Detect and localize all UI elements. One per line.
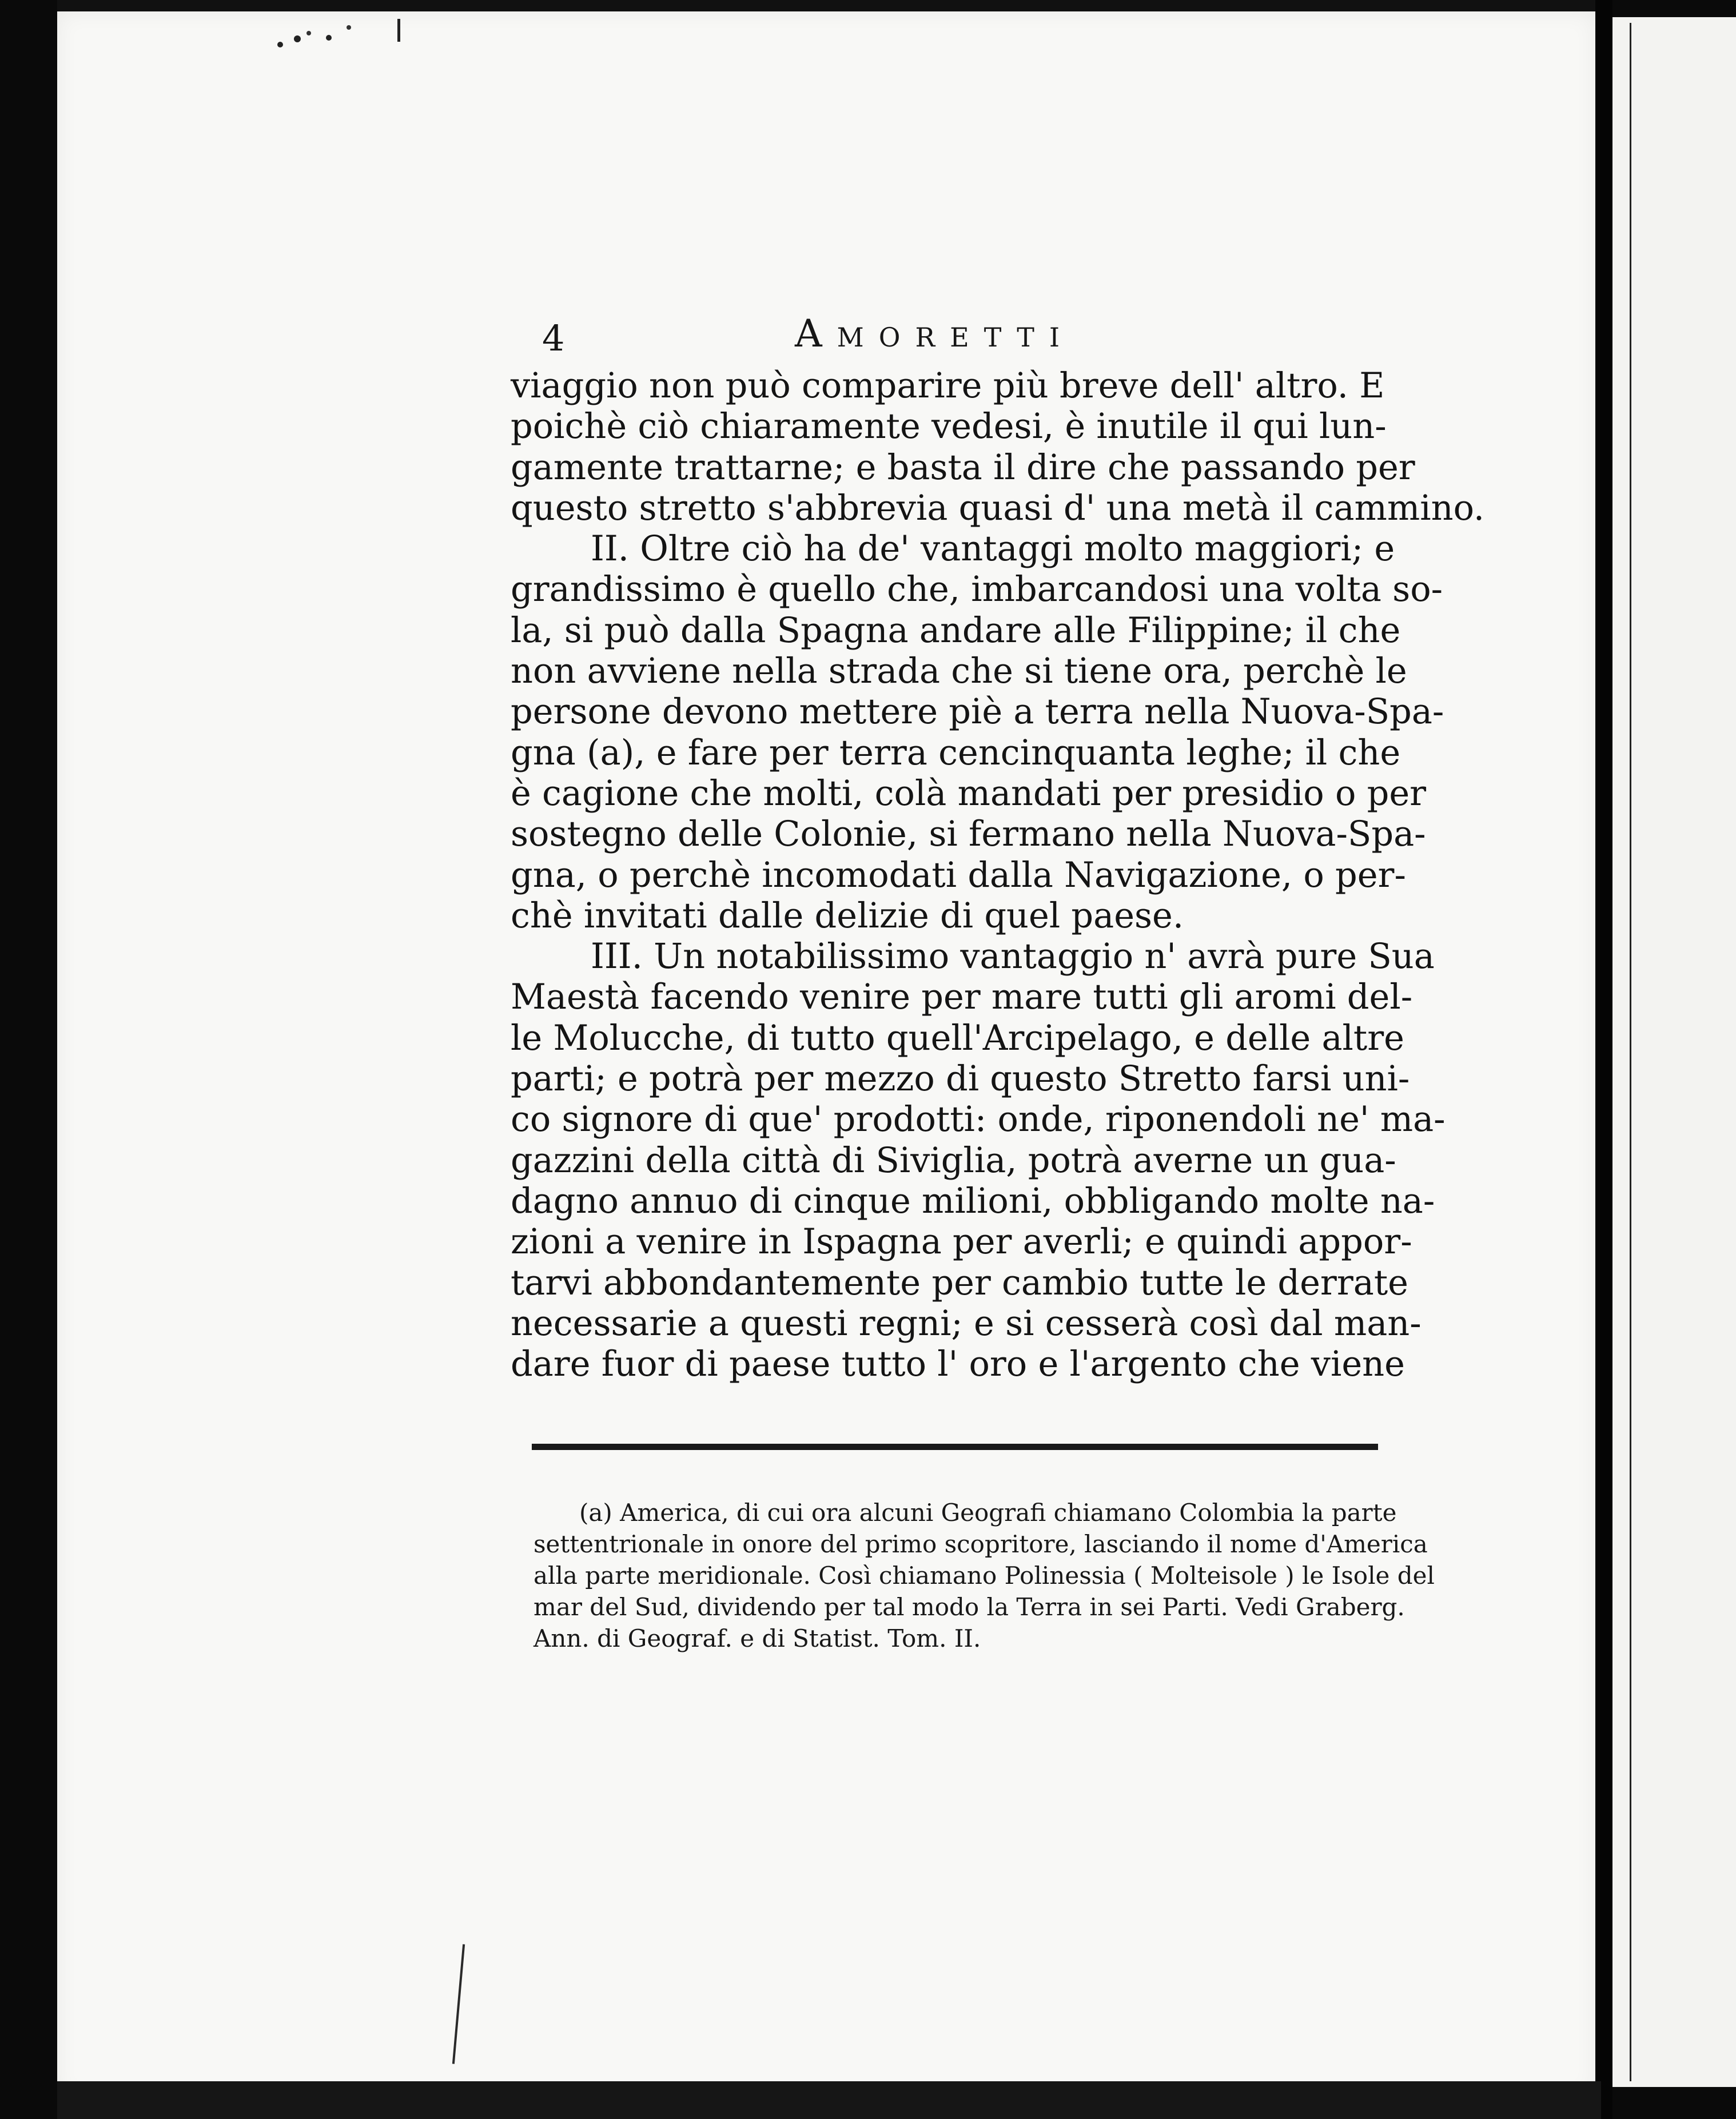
paper-specks [274,16,412,56]
text-line: poichè ciò chiaramente vedesi, è inutile il qui lun- [511,407,1387,447]
text-line: dare fuor di paese tutto l' oro e l'argento che viene [511,1344,1405,1385]
footnote-rule [532,1444,1378,1450]
footnote-line: (a) America, di cui ora alcuni Geografi chiamano Colombia la parte [579,1499,1397,1527]
text-line: co signore di que' prodotti: onde, riponendoli ne' ma- [511,1100,1446,1140]
text-line: gna, o perchè incomodati dalla Navigazione, o per- [511,855,1406,895]
footnote-line: mar del Sud, dividendo per tal modo la Terra in sei Parti. Vedi Graberg. [533,1593,1405,1621]
footnote [533,1497,1435,1654]
text-line: persone devono mettere piè a terra nella Nuova-Spa- [511,692,1444,732]
text-line: grandissimo è quello che, imbarcandosi una volta so- [511,569,1443,610]
text-line: zioni a venire in Ispagna per averli; e quindi appor- [511,1222,1412,1262]
text-line: le Molucche, di tutto quell'Arcipelago, e delle altre [511,1018,1404,1058]
text-line: tarvi abbondantemente per cambio tutte le derrate [511,1262,1408,1303]
text-line: questo stretto s'abbrevia quasi d' una metà il cammino. [511,488,1485,528]
footnote-line: alla parte meridionale. Così chiamano Polinessia ( Molteisole ) le Isole del [533,1562,1435,1590]
running-head [0,312,1736,357]
paragraph-start-iii: III. Un notabilissimo vantaggio n' avrà pure Sua [591,937,1435,977]
text-line: è cagione che molti, colà mandati per presidio o per [511,773,1427,814]
text-line: dagno annuo di cinque milioni, obbligando molte na- [511,1181,1435,1221]
text-line: gna (a), e fare per terra cencinquanta leghe; il che [511,732,1401,773]
text-line: Maestà facendo venire per mare tutti gli aromi del- [511,977,1413,1018]
body-text [511,366,1485,1385]
text-line: parti; e potrà per mezzo di questo Stretto farsi uni- [511,1059,1410,1100]
text-line: la, si può dalla Spagna andare alle Filippine; il che [511,610,1401,651]
paragraph-start-ii: II. Oltre ciò ha de' vantaggi molto maggiori; e [591,529,1395,569]
text-line: gazzini della città di Siviglia, potrà averne un gua- [511,1140,1396,1181]
page-number: 4 [542,317,565,359]
text-line: gamente trattarne; e basta il dire che passando per [511,447,1415,488]
text-line: necessarie a questi regni; e si cesserà così dal man- [511,1303,1422,1344]
text-line: viaggio non può comparire più breve dell' altro. E [511,366,1385,406]
running-title: Amoretti [795,312,1075,356]
text-line: non avviene nella strada che si tiene ora, perchè le [511,651,1407,692]
footnote-line: Ann. di Geograf. e di Statist. Tom. II. [533,1624,981,1652]
text-line: chè invitati dalle delizie di quel paese. [511,895,1184,936]
text-line: sostegno delle Colonie, si fermano nella Nuova-Spa- [511,814,1426,855]
scan-top-edge [57,0,1601,13]
footnote-line: settentrionale in onore del primo scopritore, lasciando il nome d'America [533,1530,1428,1558]
scan-bottom-edge [57,2081,1601,2119]
